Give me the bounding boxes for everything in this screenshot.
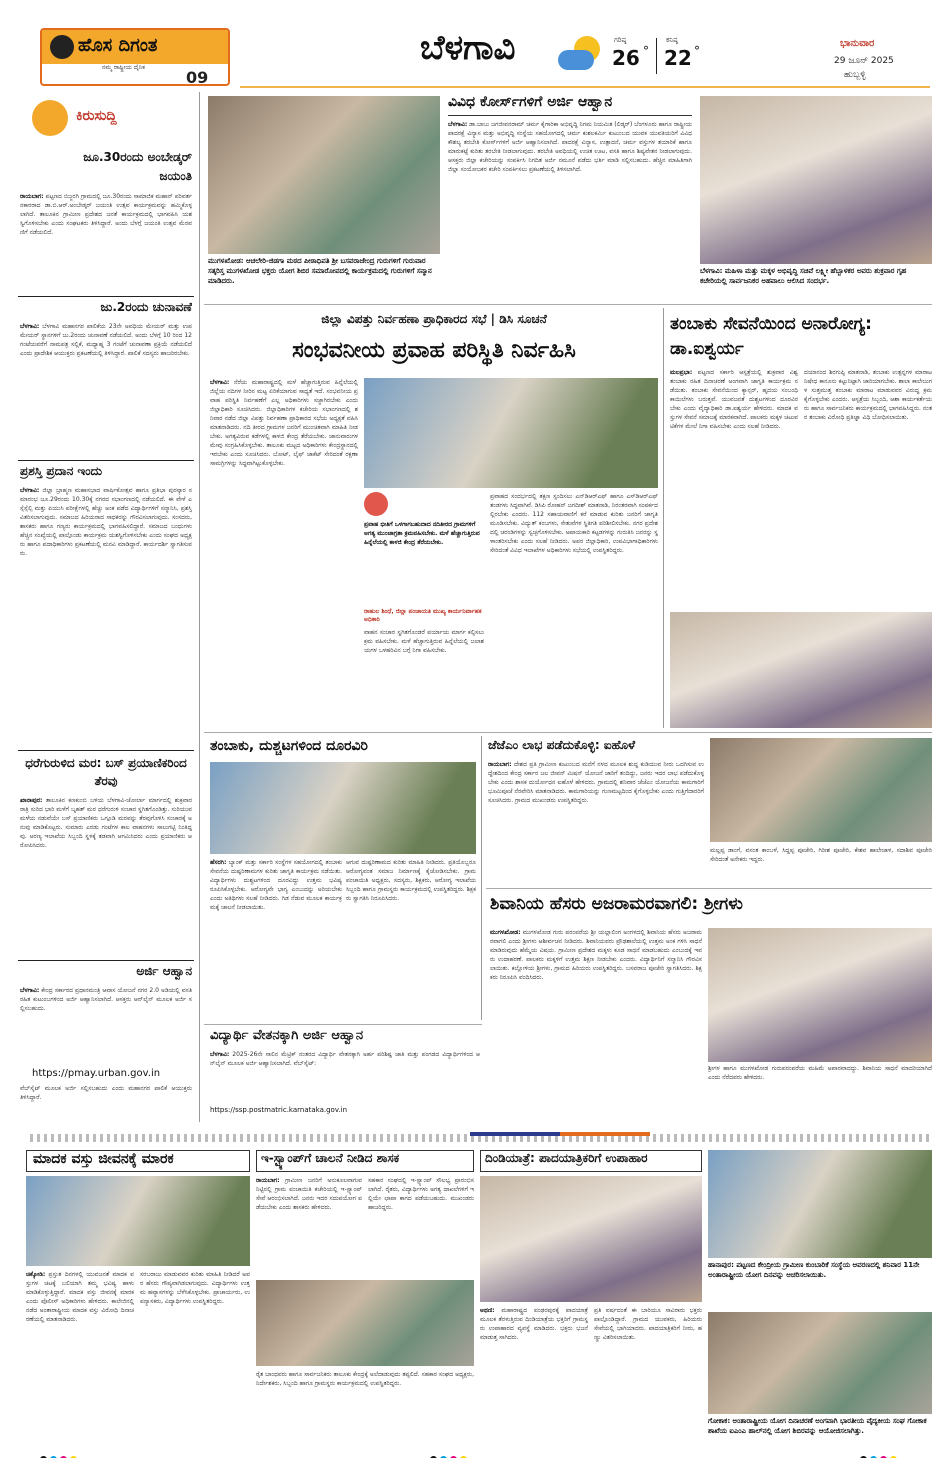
estamp-title: ಇ-ಸ್ಟ್ಯಾಂಪ್‌ಗೆ ಚಾಲನೆ ನೀಡಿದ ಶಾಸಕ — [256, 1150, 474, 1172]
disaster-body-col1: ಬೆಳಗಾವಿ: ನೆರೆಯ ಮಹಾರಾಷ್ಟ್ರದಲ್ಲಿ ಮಳೆ ಹೆಚ್ಚಾಗುತ್ತಿರುವ ಹಿನ್ನೆಲೆಯಲ್ಲಿ ಜಿಲ್ಲೆಯ ನದಿಗಳ ನೀರಿನ ಮಟ್ಟ ಏರಿಕೆಯಾಗುವ ಸಾಧ್ಯತೆ ಇದೆ. ಸಂಭವನೀಯ ಪ್ರವಾಹ ಪರಿಸ್ಥಿತಿ ನಿರ್ವಹಣೆಗೆ ಎಲ್ಲ ಅಧಿಕಾರಿಗಳು ಸಜ್ಜಾಗಿರಬೇಕು ಎಂದು ಜಿಲ್ಲಾಧಿಕಾರಿ ಸೂಚಿಸಿದರು. ಜಿಲ್ಲಾಧಿಕಾರಿಗಳ ಕಚೇರಿಯ ಸಭಾಂಗಣದಲ್ಲಿ ಶನಿವಾರ ನಡೆದ ಜಿಲ್ಲಾ ವಿಪತ್ತು ನಿರ್ವಹಣಾ ಪ್ರಾಧಿಕಾರದ ಸಭೆಯ ಅಧ್ಯಕ್ಷತೆ ವಹಿಸಿ ಮಾತನಾಡಿದರು. ನದಿ ತೀರದ ಗ್ರಾಮಗಳ ಜನರಿಗೆ ಮುಂಚಿತವಾಗಿ ಮಾಹಿತಿ ನೀಡಬೇಕು. ಅಗತ್ಯವಿರುವ ಕಡೆಗಳಲ್ಲಿ ಕಾಳಜಿ ಕೇಂದ್ರ ತೆರೆಯಬೇಕು. ಜಾನುವಾರುಗಳ ಮೇವು ಸಂಗ್ರಹಿಸಿಕೊಳ್ಳಬೇಕು. ತಾಲೂಕು ಮಟ್ಟದ ಅಧಿಕಾರಿಗಳು ಕೇಂದ್ರಸ್ಥಾನದಲ್ಲಿ ಇರಬೇಕು ಎಂದು ಸೂಚಿಸಿದರು. ಬೋಟ್, ಲೈಫ್ ಜಾಕೆಟ್ ಸೇರಿದಂತೆ ರಕ್ಷಣಾ ಸಾಮಗ್ರಿಗಳನ್ನು ಸಿದ್ಧವಾಗಿಟ್ಟುಕೊಳ್ಳಬೇಕು. — [210, 379, 358, 467]
drugs-body-col2: ಸರಬರಾಜು ಮಾಡುವವರ ಕುರಿತು ಮಾಹಿತಿ ನೀಡಿದರೆ ಅವರ ಹೆಸರು ಗೌಪ್ಯವಾಗಿಡಲಾಗುವುದು. ವಿದ್ಯಾರ್ಥಿಗಳು ಉತ್ತಮ ಹವ್ಯಾಸಗಳನ್ನು ಬೆಳೆಸಿಕೊಳ್ಳಬೇಕು. ಪ್ರಾಚಾರ್ಯರು, ಉಪನ್ಯಾಸಕರು, ವಿದ್ಯಾರ್ಥಿಗಳು ಉಪಸ್ಥಿತರಿದ್ದರು. — [140, 1271, 250, 1305]
courses-story-title: ವಿವಿಧ ಕೋರ್ಸ್‌ಗಳಿಗೆ ಅರ್ಜಿ ಆಹ್ವಾನ — [448, 94, 692, 116]
disaster-quote-box — [364, 492, 484, 624]
yoga-caption-2: ಗೋಕಾಕ: ಅಂತಾರಾಷ್ಟ್ರೀಯ ಯೋಗ ದಿನಾಚರಣೆ ಅಂಗವಾಗಿ ಭಾರತೀಯ ವೈದ್ಯಕೀಯ ಸಂಘ ಗೋಕಾಕ ಶಾಖೆಯ ಐಎಂಎ ಹಾಲ್‌ನಲ್ಲಿ ಯೋಗ ಶಿಬಿರವನ್ನು ಆಯೋಜಿಸಲಾಗಿತ್ತು. — [708, 1417, 927, 1435]
courses-story-body: ಬೆಳಗಾವಿ: ಡಾ.ಬಾಬು ಜಗಜೀವನರಾಮ್ ಚರ್ಮ ಕೈಗಾರಿಕಾ ಅಭಿವೃದ್ಧಿ ನಿಗಮ ನಿಯಮಿತ (ಲಿಡ್ಕರ್) ಬೆಂಗಳೂರು ಹಾಗೂ ರಾಷ್ಟ್ರೀಯ ಪಾದರಕ್ಷೆ ವಿನ್ಯಾಸ ಮತ್ತು ಅಭಿವೃದ್ಧಿ ಸಂಸ್ಥೆಯ ಸಹಯೋಗದಲ್ಲಿ ಚರ್ಮ ಕುಶಲಕರ್ಮಿ ಕುಟುಂಬದ ಯುವಕ ಯುವತಿಯರಿಗೆ ವಿವಿಧ ಕೌಶಲ್ಯ ತರಬೇತಿ ಕೋರ್ಸ್‌ಗಳಿಗೆ ಅರ್ಜಿ ಆಹ್ವಾನಿಸಲಾಗಿದೆ. ಪಾದರಕ್ಷೆ ವಿನ್ಯಾಸ, ಉತ್ಪಾದನೆ, ಚರ್ಮ ವಸ್ತುಗಳ ತಯಾರಿಕೆ ಹಾಗೂ ಮಾರುಕಟ್ಟೆ ಕುರಿತು ತರಬೇತಿ ನೀಡಲಾಗುವುದು. ತರಬೇತಿ ಅವಧಿಯಲ್ಲಿ ಉಚಿತ ಊಟ, ವಸತಿ ಹಾಗೂ ಶಿಷ್ಯವೇತನ ನೀಡಲಾಗುವುದು. ಆಸಕ್ತರು ಜಿಲ್ಲಾ ಕಚೇರಿಯನ್ನು ಸಂಪರ್ಕಿಸಿ ನಿಗದಿತ ಅರ್ಜಿ ನಮೂನೆ ಪಡೆದು ಭರ್ತಿ ಮಾಡಿ ಸಲ್ಲಿಸಬಹುದು. ಹೆಚ್ಚಿನ ಮಾಹಿತಿಗಾಗಿ ಜಿಲ್ಲಾ ಸಂಯೋಜಕರ ಕಚೇರಿ ಸಂಪರ್ಕಿಸಲು ಪ್ರಕಟಣೆಯಲ್ಲಿ ತಿಳಿಸಲಾಗಿದೆ. — [448, 121, 692, 173]
edition-name: ಬೆಳಗಾವಿ — [420, 28, 516, 68]
disaster-meeting-photo — [364, 378, 658, 488]
min-temp-degree: ° — [694, 44, 700, 58]
registration-dots-right — [860, 1448, 920, 1458]
min-temp-label: ಕನಿಷ್ಠ — [666, 36, 678, 44]
minister-meeting-photo — [700, 96, 932, 264]
dindi-body-col2: ಪ್ರತಿ ವರ್ಷದಂತೆ ಈ ಬಾರಿಯೂ ಸಾವಿರಾರು ಭಕ್ತರು ಪಾಲ್ಗೊಂಡಿದ್ದಾರೆ. ಗ್ರಾಮದ ಯುವಕರು, ಹಿರಿಯರು ಸೇವೆಯಲ್ಲಿ ಭಾಗಿಯಾದರು. ಪಾದಯಾತ್ರಿಕರಿಗೆ ನೀರು, ಹಣ್ಣು ವಿತರಿಸಲಾಯಿತು. — [594, 1307, 702, 1341]
brief-3-title: ಪ್ರಶಸ್ತಿ ಪ್ರದಾನ ಇಂದು — [20, 464, 103, 478]
tobacco-avoid-body-col1: ಹೆಸರಗಿ: ಬ್ಯಾಂಕ್ ಮತ್ತು ಸರ್ಕಾರಿ ಸಂಸ್ಥೆಗಳ ಸಹಯೋಗದಲ್ಲಿ ತಂಬಾಕು ಸೇವನೆಯ ದುಷ್ಪರಿಣಾಮಗಳ ಕುರಿತು ಜಾಗೃತಿ ಕಾರ್ಯಕ್ರಮ ನಡೆಯಿತು. ವಿದ್ಯಾರ್ಥಿಗಳು ದುಶ್ಚಟಗಳಿಂದ ದೂರವಿದ್ದು ಉತ್ತಮ ಭವಿಷ್ಯ ರೂಪಿಸಿಕೊಳ್ಳಬೇಕು. ಆರೋಗ್ಯವೇ ಭಾಗ್ಯ ಎಂಬುದನ್ನು ಅರಿಯಬೇಕು ಎಂದು ಅತಿಥಿಗಳು ಸಲಹೆ ನೀಡಿದರು. ಗಿಡ ನೆಡುವ ಮೂಲಕ ಕಾರ್ಯಕ್ರಮಕ್ಕೆ ಚಾಲನೆ ನೀಡಲಾಯಿತು. — [210, 859, 342, 911]
temp-divider — [656, 38, 657, 74]
kirusuddi-label: ಕಿರುಸುದ್ದಿ — [76, 108, 117, 124]
min-temp: 22 — [664, 46, 692, 70]
brand-tagline: ನಮ್ಮ ರಾಷ್ಟ್ರೀಯ ದೈನಿಕ — [102, 64, 145, 71]
yoga-photo-2 — [708, 1312, 932, 1414]
brief-1-title: ಜೂ.30ರಂದು ಅಂಬೇಡ್ಕರ್ ಜಯಂತಿ — [83, 150, 192, 183]
swami-photo — [708, 928, 932, 1062]
tobacco-body-col1: ಮಲಪ್ರಭಾ: ಪಟ್ಟಣದ ಸರ್ಕಾರಿ ಆಸ್ಪತ್ರೆಯಲ್ಲಿ ಶುಕ್ರವಾರ ವಿಶ್ವ ತಂಬಾಕು ರಹಿತ ದಿನಾಚರಣೆ ಅಂಗವಾಗಿ ಜಾಗೃತಿ ಕಾರ್ಯಕ್ರಮ ನಡೆಯಿತು. ತಂಬಾಕು ಸೇವನೆಯಿಂದ ಕ್ಯಾನ್ಸರ್, ಹೃದಯ ಸಂಬಂಧಿ ಕಾಯಿಲೆಗಳು ಬರುತ್ತವೆ. ಯುವಜನತೆ ದುಶ್ಚಟಗಳಿಂದ ದೂರವಿರಬೇಕು ಎಂದು ವೈದ್ಯಾಧಿಕಾರಿ ಡಾ.ಐಶ್ವರ್ಯ ಹೇಳಿದರು. ಮಾದಕ ವಸ್ತುಗಳ ಸೇವನೆ ಸಮಾಜಕ್ಕೆ ಮಾರಕವಾಗಿದೆ. ಪಾಲಕರು ಮಕ್ಕಳ ಚಟುವಟಿಕೆಗಳ ಮೇಲೆ ನಿಗಾ ವಹಿಸಬೇಕು ಎಂದು ಸಲಹೆ ನೀಡಿದರು. — [670, 369, 798, 430]
brief-1-body: ರಾಯಬಾಗ: ಪಟ್ಟಣದ ಬಿಜ್ಜರಗಿ ಗ್ರಾಮದಲ್ಲಿ ಜೂ.30ರಂದು ಸಾಮಾಜಿಕ ಮಹಾನ್ ಪರಿವರ್ತನಕಾರರಾದ ಡಾ.ಬಿ.ಆರ್.ಅಂಬೇಡ್ಕರ್ ಜಯಂತಿ ಉತ್ಸವ ಕಾರ್ಯಕ್ರಮವನ್ನು ಹಮ್ಮಿಕೊಳ್ಳಲಾಗಿದೆ. ತಾಲೂಕಿನ ಗ್ರಾಮೀಣ ಪ್ರದೇಶದ ಜನತೆ ಕಾರ್ಯಕ್ರಮದಲ್ಲಿ ಭಾಗವಹಿಸಿ ಯಶಸ್ವಿಗೊಳಿಸಬೇಕು ಎಂದು ಸಂಘಟಕರು ತಿಳಿಸಿದ್ದಾರೆ. ಅಂದು ಬೆಳಗ್ಗೆ ಜಯಂತಿ ಉತ್ಸವ ಮೆರವಣಿಗೆ ನಡೆಯಲಿದೆ. — [20, 193, 192, 236]
registration-dots-center — [430, 1448, 490, 1458]
jjm-body: ರಾಯಬಾಗ: ದೇಶದ ಪ್ರತಿ ಗ್ರಾಮೀಣ ಕುಟುಂಬದ ಮನೆಗೆ ನಳದ ಮೂಲಕ ಶುದ್ಧ ಕುಡಿಯುವ ನೀರು ಒದಗಿಸುವ ಉದ್ದೇಶದಿಂದ ಕೇಂದ್ರ ಸರ್ಕಾರ ಜಲ ಜೀವನ್ ಮಿಷನ್ ಯೋಜನೆ ಜಾರಿಗೆ ತಂದಿದ್ದು, ಜನರು ಇದರ ಲಾಭ ಪಡೆದುಕೊಳ್ಳಬೇಕು ಎಂದು ಶಾಸಕ ದುರ್ಯೋಧನ ಐಹೊಳೆ ಹೇಳಿದರು. ಗ್ರಾಮದಲ್ಲಿ ಶನಿವಾರ ಜೆಜೆಎಂ ಯೋಜನೆಯ ಕಾಮಗಾರಿಗೆ ಭೂಮಿಪೂಜೆ ನೆರವೇರಿಸಿ ಮಾತನಾಡಿದರು. ಕಾಮಗಾರಿಯನ್ನು ಗುಣಮಟ್ಟದಿಂದ ಕೈಗೊಳ್ಳಬೇಕು ಎಂದು ಗುತ್ತಿಗೆದಾರರಿಗೆ ಸೂಚಿಸಿದರು. ಗ್ರಾಮದ ಮುಖಂಡರು ಉಪಸ್ಥಿತರಿದ್ದರು. — [488, 761, 704, 804]
dindi-photo — [480, 1176, 702, 1302]
max-temp-degree: ° — [643, 44, 649, 58]
drugs-photo — [26, 1176, 250, 1266]
estamp-photo — [256, 1280, 474, 1366]
brief-2-body: ಬೆಳಗಾವಿ: ಬೆಳಗಾವಿ ಮಹಾನಗರ ಪಾಲಿಕೆಯ 23ನೇ ಅವಧಿಯ ಮೇಯರ್ ಮತ್ತು ಉಪಮೇಯರ್ ಸ್ಥಾನಗಳಿಗೆ ಜು.2ರಂದು ಚುನಾವಣೆ ನಡೆಯಲಿದೆ. ಅಂದು ಬೆಳಗ್ಗೆ 10 ರಿಂದ 12 ಗಂಟೆಯವರೆಗೆ ನಾಮಪತ್ರ ಸಲ್ಲಿಕೆ, ಮಧ್ಯಾಹ್ನ 3 ಗಂಟೆಗೆ ಚುನಾವಣಾ ಪ್ರಕ್ರಿಯೆ ನಡೆಯಲಿದೆ ಎಂದು ಪ್ರಾದೇಶಿಕ ಆಯುಕ್ತರು ಪ್ರಕಟಣೆಯಲ್ಲಿ ತಿಳಿಸಿದ್ದಾರೆ. ಪಾಲಿಕೆ ಸದಸ್ಯರು ಹಾಜರಿರಬೇಕು. — [20, 323, 192, 357]
brand-logo-icon — [50, 35, 74, 59]
scholarship-url[interactable]: https://ssp.postmatric.karnataka.gov.in — [210, 1106, 348, 1114]
tobacco-event-photo — [670, 612, 932, 728]
drugs-body-col1: ಚಿಕ್ಕೋಡಿ: ಪ್ರಸ್ತುತ ದಿನಗಳಲ್ಲಿ ಯುವಜನತೆ ಮಾದಕ ವಸ್ತುಗಳ ಚಟಕ್ಕೆ ಬಲಿಯಾಗಿ ತಮ್ಮ ಭವಿಷ್ಯ ಹಾಳು ಮಾಡಿಕೊಳ್ಳುತ್ತಿದ್ದಾರೆ. ಮಾದಕ ವಸ್ತು ಜೀವನಕ್ಕೆ ಮಾರಕ ಎಂದು ಪೊಲೀಸ್ ಅಧಿಕಾರಿಗಳು ಹೇಳಿದರು. ಕಾಲೇಜಿನಲ್ಲಿ ನಡೆದ ಅಂತಾರಾಷ್ಟ್ರೀಯ ಮಾದಕ ವಸ್ತು ವಿರೋಧಿ ದಿನಾಚರಣೆಯಲ್ಲಿ ಮಾತನಾಡಿದರು. — [26, 1271, 134, 1323]
tobacco-headline: ತಂಬಾಕು ಸೇವನೆಯಿಂದ ಅನಾರೋಗ್ಯ: ಡಾ.ಐಶ್ವರ್ಯ — [670, 314, 872, 359]
brand-name: ಹೊಸ ದಿಗಂತ — [78, 35, 158, 56]
kirusuddi-column: ಕಿರುಸುದ್ದಿ ಜೂ.30ರಂದು ಅಂಬೇಡ್ಕರ್ ಜಯಂತಿ ರಾಯಬಾಗ: ಪಟ್ಟಣದ ಬಿಜ್ಜರಗಿ ಗ್ರಾಮದಲ್ಲಿ ಜೂ.30ರಂದು ಸಾಮಾಜಿಕ ಮಹಾನ್ ಪರಿವರ್ತನಕಾರರಾದ ಡಾ.ಬಿ.ಆರ್.ಅಂಬೇಡ್ಕರ್ ಜಯಂತಿ ಉತ್ಸವ ಕಾರ್ಯಕ್ರಮವನ್ನು ಹಮ್ಮಿಕೊಳ್ಳಲಾಗಿದೆ. ತಾಲೂಕಿನ ಗ್ರಾಮೀಣ ಪ್ರದೇಶದ ಜನತೆ ಕಾರ್ಯಕ್ರಮದಲ್ಲಿ ಭಾಗವಹಿಸಿ ಯಶಸ್ವಿಗೊಳಿಸಬೇಕು ಎಂದು ಸಂಘಟಕರು ತಿಳಿಸಿದ್ದಾರೆ. ಅಂದು ಬೆಳಗ್ಗೆ ಜಯಂತಿ ಉತ್ಸವ ಮೆರವಣಿಗೆ ನಡೆಯಲಿದೆ. ಜು.2ರಂದು ಚುನಾವಣೆ ಬೆಳಗಾವಿ: ಬೆಳಗಾವಿ ಮಹಾನಗರ ಪಾಲಿಕೆಯ 23ನೇ ಅವಧಿಯ ಮೇಯರ್ ಮತ್ತು ಉಪಮೇಯರ್ ಸ್ಥಾನಗಳಿಗೆ ಜು.2ರಂದು ಚುನಾವಣೆ ನಡೆಯಲಿದೆ. ಅಂದು ಬೆಳಗ್ಗೆ 10 ರಿಂದ 12 ಗಂಟೆಯವರೆಗೆ ನಾಮಪತ್ರ ಸಲ್ಲಿಕೆ, ಮಧ್ಯಾಹ್ನ 3 ಗಂಟೆಗೆ ಚುನಾವಣಾ ಪ್ರಕ್ರಿಯೆ ನಡೆಯಲಿದೆ ಎಂದು ಪ್ರಾದೇಶಿಕ ಆಯುಕ್ತರು ಪ್ರಕಟಣೆಯಲ್ಲಿ ತಿಳಿಸಿದ್ದಾರೆ. ಪಾಲಿಕೆ ಸದಸ್ಯರು ಹಾಜರಿರಬೇಕು. ಪ್ರಶಸ್ತಿ ಪ್ರದಾನ ಇಂದು ಬೆಳಗಾವಿ: ಜಿಲ್ಲಾ ಬ್ರಾಹ್ಮಣ ಮಹಾಸಭಾದ ವಾರ್ಷಿಕೋತ್ಸವ ಹಾಗೂ ಪ್ರತಿಭಾ ಪುರಸ್ಕಾರ ಸಮಾರಂಭ ಜೂ.29ರಂದು 10.30ಕ್ಕೆ ನಗರದ ಸಭಾಂಗಣದಲ್ಲಿ ನಡೆಯಲಿದೆ. ಈ ವೇಳೆ ಎಸ್ಸೆಸ್ಸೆಲ್ಸಿ ಮತ್ತು ಪಿಯುಸಿ ಪರೀಕ್ಷೆಗಳಲ್ಲಿ ಹೆಚ್ಚು ಅಂಕ ಪಡೆದ ವಿದ್ಯಾರ್ಥಿಗಳಿಗೆ ಸನ್ಮಾನಿಸಿ, ಪ್ರಶಸ್ತಿ ವಿತರಿಸಲಾಗುವುದು. ಸಮಾಜದ ಹಿರಿಯರಾದ ಸಾಧಕರನ್ನು ಗೌರವಿಸಲಾಗುವುದು. ಸಂಸದರು, ಶಾಸಕರು ಹಾಗೂ ಗಣ್ಯರು ಕಾರ್ಯಕ್ರಮದಲ್ಲಿ ಭಾಗವಹಿಸಲಿದ್ದಾರೆ. ಸಮಾಜದ ಬಂಧುಗಳು ಹೆಚ್ಚಿನ ಸಂಖ್ಯೆಯಲ್ಲಿ ಪಾಲ್ಗೊಂಡು ಕಾರ್ಯಕ್ರಮ ಯಶಸ್ವಿಗೊಳಿಸಬೇಕು ಎಂದು ಸಂಘದ ಅಧ್ಯಕ್ಷರು ಹಾಗೂ ಪದಾಧಿಕಾರಿಗಳು ಪ್ರಕಟಣೆಯಲ್ಲಿ ಮನವಿ ಮಾಡಿದ್ದಾರೆ. ಕಾರ್ಯದರ್ಶಿ ಸ್ವಾಗತಿಸುವರು. ಧರೆಗುರುಳಿದ ಮರ: ಬಸ್ ಪ್ರಯಾಣಿಕರಿಂದ ತೆರವು ಖಾನಾಪುರ: ತಾಲೂಕಿನ ಕಣಕುಂಬಿ ಬಳಿಯ ಬೆಳಗಾವಿ-ಚೋರ್ಲಾ ಮಾರ್ಗದಲ್ಲಿ ಶುಕ್ರವಾರ ರಾತ್ರಿ ಸುರಿದ ಭಾರಿ ಮಳೆಗೆ ಬೃಹತ್ ಮರ ಧರೆಗುರುಳಿ ಸಂಚಾರ ಸ್ಥಗಿತಗೊಂಡಿತ್ತು. ಸುರಿಯುವ ಮಳೆಯ ನಡುವೆಯೇ ಬಸ್ ಪ್ರಯಾಣಿಕರು ಒಗ್ಗೂಡಿ ಮರವನ್ನು ತೆರವುಗೊಳಿಸಿ ಸಂಚಾರಕ್ಕೆ ಅನುವು ಮಾಡಿಕೊಟ್ಟರು. ಸುಮಾರು ಎರಡು ಗಂಟೆಗಳ ಕಾಲ ವಾಹನಗಳು ಸಾಲುಗಟ್ಟಿ ನಿಂತಿದ್ದವು. ಅರಣ್ಯ ಇಲಾಖೆಯ ಸಿಬ್ಬಂದಿ ಸ್ಥಳಕ್ಕೆ ತಡವಾಗಿ ಆಗಮಿಸಿದರು ಎಂದು ಪ್ರಯಾಣಿಕರು ಆರೋಪಿಸಿದರು. ಅರ್ಜಿ ಆಹ್ವಾನ ಬೆಳಗಾವಿ: ಕೇಂದ್ರ ಸರ್ಕಾರದ ಪ್ರಧಾನಮಂತ್ರಿ ಆವಾಸ ಯೋಜನೆ ನಗರ 2.0 ಅಡಿಯಲ್ಲಿ ವಸತಿ ರಹಿತ ಕುಟುಂಬಗಳಿಂದ ಅರ್ಜಿ ಆಹ್ವಾನಿಸಲಾಗಿದೆ. ಆಸಕ್ತರು ಆನ್‌ಲೈನ್ ಮೂಲಕ ಅರ್ಜಿ ಸಲ್ಲಿಸಬಹುದು. https://pmay.urban.gov.in ವೆಬ್‌ಸೈಟ್ ಮೂಲಕ ಅರ್ಜಿ ಸಲ್ಲಿಸಬಹುದು ಎಂದು ಮಹಾನಗರ ಪಾಲಿಕೆ ಆಯುಕ್ತರು ತಿಳಿಸಿದ್ದಾರೆ. — [18, 96, 194, 1126]
brief-5-url[interactable]: https://pmay.urban.gov.in — [32, 1068, 161, 1079]
quote-mark-icon — [364, 492, 388, 516]
yoga-caption-1: ಹಾನಾಪುರ: ಪಟ್ಟಣದ ಕೇಂದ್ರೀಯ ಗ್ರಾಮೀಣ ಕುಂಬಾರಿಕೆ ಸಂಸ್ಥೆಯ ಆವರಣದಲ್ಲಿ ಶನಿವಾರ 11ನೇ ಅಂತಾರಾಷ್ಟ್ರೀಯ ಯೋಗ ದಿನವನ್ನು ಆಚರಿಸಲಾಯಿತು. — [708, 1261, 920, 1279]
swami-photo-caption: ಶ್ರೀಗಳ ಹಾಗೂ ಮುಗಳಖೋಡ ಗುರುಪರಂಪರೆಯ ಮಹಿಮೆ ಅಪಾರವಾದದ್ದು. ಶಿವಾನಿಯ ಸಾಧನೆ ಮಾದರಿಯಾಗಿದೆ ಎಂದು ನೆರೆದವರು ಹೇಳಿದರು. — [708, 1065, 932, 1081]
masthead-rule — [240, 86, 930, 88]
brief-5-title: ಅರ್ಜಿ ಆಹ್ವಾನ — [136, 964, 192, 978]
disaster-quote-name: ರಾಹುಲ ಶಿಂಧೆ, ಜಿಲ್ಲಾ ಪಂಚಾಯತಿ ಮುಖ್ಯ ಕಾರ್ಯನಿರ್ವಾಹಕ ಅಧಿಕಾರಿ — [364, 608, 482, 623]
estamp-body-col2: ಸಹಕಾರ ಸಂಘದಲ್ಲಿ ಇ-ಸ್ಟ್ಯಾಂಪ್ ಸೌಲಭ್ಯ ಪ್ರಾರಂಭಿಸಲಾಗಿದೆ. ರೈತರು, ವಿದ್ಯಾರ್ಥಿಗಳು ಅಗತ್ಯ ದಾಖಲೆಗಳಿಗೆ ಇಲ್ಲಿಯೇ ಛಾಪಾ ಕಾಗದ ಪಡೆಯಬಹುದು. ಮುಖಂಡರು ಹಾಜರಿದ್ದರು. — [368, 1177, 474, 1211]
temple-photo-caption: ಮುಗಳಖೋಡ: ಆಚಲೇರಿ-ಜಿಡಗಾ ಮಠದ ಪೀಠಾಧಿಪತಿ ಶ್ರೀ ಬಸವರಾಜೇಂದ್ರ ಗುರುಗಳಿಗೆ ಗುರುವಾರ ಸತ್ಕರಿಸ್ತ ಮುಗಳಖೋಡ ಭಕ್ತರು ಯೋಗ ಶಿಬಿರ ಸಮಾರೋಪದಲ್ಲಿ ಕಾರ್ಯಕ್ರಮದಲ್ಲಿ ಗುರುಗಳಿಗೆ ಸನ್ಮಾನ ಮಾಡಿದರು. — [208, 257, 432, 285]
scholarship-body: ಬೆಳಗಾವಿ: 2025-26ನೇ ಸಾಲಿನ ಮೆಟ್ರಿಕ್ ನಂತರದ ವಿದ್ಯಾರ್ಥಿ ವೇತನಕ್ಕಾಗಿ ಅರ್ಹ ಪರಿಶಿಷ್ಟ ಜಾತಿ ಮತ್ತು ಪಂಗಡದ ವಿದ್ಯಾರ್ಥಿಗಳಿಂದ ಆನ್‌ಲೈನ್ ಮೂಲಕ ಅರ್ಜಿ ಆಹ್ವಾನಿಸಲಾಗಿದೆ. ವೆಬ್‌ಸೈಟ್: — [210, 1051, 480, 1067]
disaster-quote-text: ಪ್ರವಾಹ ಭೀತಿಗೆ ಒಳಗಾಗಬಹುದಾದ ನದಿತೀರದ ಗ್ರಾಮಗಳಿಗೆ ಅಗತ್ಯ ಮುಂಜಾಗ್ರತಾ ಕ್ರಮವಹಿಸಬೇಕು. ಮಳೆ ಹೆಚ್ಚಾಗುತ್ತಿರುವ ಹಿನ್ನೆಲೆಯಲ್ಲಿ ಕಾಳಜಿ ಕೇಂದ್ರ ತೆರೆಯಬೇಕು. — [364, 521, 480, 546]
finger-icon — [32, 100, 68, 136]
tobacco-avoid-body-col2: ಆಗುವ ದುಷ್ಪರಿಣಾಮದ ಕುರಿತು ಮಾಹಿತಿ ನೀಡಿದರು. ಪ್ರತಿಯೊಬ್ಬರೂ ಆರೋಗ್ಯವಂತ ಸಮಾಜ ನಿರ್ಮಾಣಕ್ಕೆ ಕೈಜೋಡಿಸಬೇಕು. ಗ್ರಾಮ ಪಂಚಾಯಿತಿ ಅಧ್ಯಕ್ಷರು, ಸದಸ್ಯರು, ಶಿಕ್ಷಕರು, ಆರೋಗ್ಯ ಇಲಾಖೆಯ ಸಿಬ್ಬಂದಿ ಹಾಗೂ ಗ್ರಾಮಸ್ಥರು ಕಾರ್ಯಕ್ರಮದಲ್ಲಿ ಉಪಸ್ಥಿತರಿದ್ದರು. ಶಿಕ್ಷಕರು ಸ್ವಾಗತಿಸಿ ನಿರೂಪಿಸಿದರು. — [346, 859, 476, 902]
estamp-body-col3: ರೈತ ಬಾಂಧವರು ಹಾಗೂ ಸಾರ್ವಜನಿಕರು ತಾಲೂಕು ಕೇಂದ್ರಕ್ಕೆ ಅಲೆದಾಡುವುದು ತಪ್ಪಲಿದೆ. ಸಹಕಾರ ಸಂಘದ ಅಧ್ಯಕ್ಷರು, ನಿರ್ದೇಶಕರು, ಸಿಬ್ಬಂದಿ ಹಾಗೂ ಗ್ರಾಮಸ್ಥರು ಕಾರ್ಯಕ್ರಮದಲ್ಲಿ ಉಪಸ್ಥಿತರಿದ್ದರು. — [256, 1371, 474, 1387]
tobacco-avoid-title: ತಂಬಾಕು, ದುಶ್ಚಟಗಳಿಂದ ದೂರವಿರಿ — [210, 738, 368, 754]
disaster-kicker: ಜಿಲ್ಲಾ ವಿಪತ್ತು ನಿರ್ವಹಣಾ ಪ್ರಾಧಿಕಾರದ ಸಭೆ | ಡಿಸಿ ಸೂಚನೆ — [321, 312, 547, 326]
temple-group-photo — [208, 96, 440, 254]
tobacco-body-col2: ದಯಾನಂದ ಶಿರಗುಪ್ಪಿ ಮಾತನಾಡಿ, ತಂಬಾಕು ಉತ್ಪನ್ನಗಳ ಮಾರಾಟ ನಿಷೇಧ ಕಾನೂನು ಕಟ್ಟುನಿಟ್ಟಾಗಿ ಜಾರಿಯಾಗಬೇಕು. ಶಾಲಾ ಕಾಲೇಜುಗಳ ಸುತ್ತಮುತ್ತ ತಂಬಾಕು ಮಾರಾಟ ಮಾಡುವವರ ವಿರುದ್ಧ ಕ್ರಮ ಕೈಗೊಳ್ಳಬೇಕು ಎಂದರು. ಆಸ್ಪತ್ರೆಯ ಸಿಬ್ಬಂದಿ, ಆಶಾ ಕಾರ್ಯಕರ್ತೆಯರು ಹಾಗೂ ಸಾರ್ವಜನಿಕರು ಕಾರ್ಯಕ್ರಮದಲ್ಲಿ ಭಾಗವಹಿಸಿದ್ದರು. ನಂತರ ತಂಬಾಕು ವಿರೋಧಿ ಪ್ರತಿಜ್ಞಾ ವಿಧಿ ಬೋಧಿಸಲಾಯಿತು. — [804, 369, 932, 421]
brief-4-title: ಧರೆಗುರುಳಿದ ಮರ: ಬಸ್ ಪ್ರಯಾಣಿಕರಿಂದ ತೆರವು — [25, 756, 187, 788]
brief-5-body: ಬೆಳಗಾವಿ: ಕೇಂದ್ರ ಸರ್ಕಾರದ ಪ್ರಧಾನಮಂತ್ರಿ ಆವಾಸ ಯೋಜನೆ ನಗರ 2.0 ಅಡಿಯಲ್ಲಿ ವಸತಿ ರಹಿತ ಕುಟುಂಬಗಳಿಂದ ಅರ್ಜಿ ಆಹ್ವಾನಿಸಲಾಗಿದೆ. ಆಸಕ್ತರು ಆನ್‌ಲೈನ್ ಮೂಲಕ ಅರ್ಜಿ ಸಲ್ಲಿಸಬಹುದು. — [20, 987, 192, 1012]
left-column-divider — [199, 92, 200, 1122]
issue-date: 29 ಜೂನ್ 2025 — [834, 56, 894, 66]
issue-city: ಹುಬ್ಬಳ್ಳಿ — [844, 70, 866, 80]
weather-icon — [556, 36, 606, 76]
dindi-body-col1: ಅಥಣಿ: ಮಹಾರಾಷ್ಟ್ರದ ಪಂಢರಪುರಕ್ಕೆ ಪಾದಯಾತ್ರೆ ಮೂಲಕ ತೆರಳುತ್ತಿರುವ ದಿಂಡಿಯಾತ್ರೆಯ ಭಕ್ತರಿಗೆ ಗ್ರಾಮಸ್ಥರು ಉಪಾಹಾರದ ವ್ಯವಸ್ಥೆ ಮಾಡಿದರು. ಭಕ್ತರು ಭಜನೆ ಮಾಡುತ್ತ ಸಾಗಿದರು. — [480, 1307, 588, 1341]
max-temp-label: ಗರಿಷ್ಠ — [614, 36, 627, 44]
swami-body-col1: ಮುಗಳಖೋಡ: ಮುಗಳಖೋಡ ಗುರು ಪರಂಪರೆಯ ಶ್ರೀ ಯಲ್ಲಾಲಿಂಗ ಅಂಗಳದಲ್ಲಿ ಶಿವಾನಿಯ ಹೆಸರು ಅಜರಾಮರವಾಗಲಿ ಎಂದು ಶ್ರೀಗಳು ಆಶೀರ್ವಚನ ನೀಡಿದರು. ಶಿವಾನಿಯವರು ಪ್ರೌಢಶಾಲೆಯಲ್ಲಿ ಉತ್ತಮ ಅಂಕ ಗಳಿಸಿ ಸಾಧನೆ ಮಾಡಿರುವುದು ಹೆಮ್ಮೆಯ ವಿಷಯ. ಗ್ರಾಮೀಣ ಪ್ರದೇಶದ ಮಕ್ಕಳು ಕೂಡ ಸಾಧನೆ ಮಾಡಬಹುದು ಎಂಬುದಕ್ಕೆ ಇವರು ಉದಾಹರಣೆ. ಪಾಲಕರು ಮಕ್ಕಳಿಗೆ ಉತ್ತಮ ಶಿಕ್ಷಣ ನೀಡಬೇಕು ಎಂದರು. ವಿದ್ಯಾರ್ಥಿನಿಗೆ ಸನ್ಮಾನಿಸಿ ಗೌರವಿಸಲಾಯಿತು. ಕಲ್ಲೋಳಿಯ ಶ್ರೀಗಳು, ಗ್ರಾಮದ ಹಿರಿಯರು ಉಪಸ್ಥಿತರಿದ್ದರು. ಬಸವರಾಜ ಪೂಜೇರಿ ಸ್ವಾಗತಿಸಿದರು. ಶಿಕ್ಷಕರು ನಿರೂಪಿಸಿ ವಂದಿಸಿದರು. — [490, 929, 702, 981]
scholarship-title: ವಿದ್ಯಾರ್ಥಿ ವೇತನಕ್ಕಾಗಿ ಅರ್ಜಿ ಆಹ್ವಾನ — [210, 1028, 364, 1043]
disaster-body-col2: ಪ್ರವಾಹದ ಸಂದರ್ಭದಲ್ಲಿ ತಕ್ಷಣ ಸ್ಪಂದಿಸಲು ಎನ್‌ಡಿಆರ್‌ಎಫ್ ಹಾಗೂ ಎಸ್‌ಡಿಆರ್‌ಎಫ್ ತಂಡಗಳು ಸಿದ್ಧವಾಗಿವೆ. ಡಿಸಿಪಿ ರೋಹನ್ ಜಗದೀಶ್ ಮಾತನಾಡಿ, ನಿರಂತರವಾಗಿ ಸಂಪರ್ಕದಲ್ಲಿರಬೇಕು ಎಂದರು. 112 ಸಹಾಯವಾಣಿಗೆ ಕರೆ ಮಾಡುವ ಕುರಿತು ಜನರಿಗೆ ಜಾಗೃತಿ ಮೂಡಿಸಬೇಕು. ವಿದ್ಯುತ್ ಕಂಬಗಳು, ಸೇತುವೆಗಳ ಸ್ಥಿತಿಗತಿ ಪರಿಶೀಲಿಸಬೇಕು. ನಗರ ಪ್ರದೇಶದಲ್ಲಿ ಚರಂಡಿಗಳನ್ನು ಸ್ವಚ್ಛಗೊಳಿಸಬೇಕು. ಅಪಾಯಕಾರಿ ಕಟ್ಟಡಗಳನ್ನು ಗುರುತಿಸಿ ಜನರನ್ನು ಸ್ಥಳಾಂತರಿಸಬೇಕು ಎಂದು ಸಲಹೆ ನೀಡಿದರು. ಅಪರ ಜಿಲ್ಲಾಧಿಕಾರಿ, ಉಪವಿಭಾಗಾಧಿಕಾರಿಗಳು ಸೇರಿದಂತೆ ವಿವಿಧ ಇಲಾಖೆಗಳ ಅಧಿಕಾರಿಗಳು ಸಭೆಯಲ್ಲಿ ಉಪಸ್ಥಿತರಿದ್ದರು. — [490, 493, 658, 554]
masthead — [0, 0, 945, 92]
yoga-photo-1 — [708, 1150, 932, 1258]
brief-3-body: ಬೆಳಗಾವಿ: ಜಿಲ್ಲಾ ಬ್ರಾಹ್ಮಣ ಮಹಾಸಭಾದ ವಾರ್ಷಿಕೋತ್ಸವ ಹಾಗೂ ಪ್ರತಿಭಾ ಪುರಸ್ಕಾರ ಸಮಾರಂಭ ಜೂ.29ರಂದು 10.30ಕ್ಕೆ ನಗರದ ಸಭಾಂಗಣದಲ್ಲಿ ನಡೆಯಲಿದೆ. ಈ ವೇಳೆ ಎಸ್ಸೆಸ್ಸೆಲ್ಸಿ ಮತ್ತು ಪಿಯುಸಿ ಪರೀಕ್ಷೆಗಳಲ್ಲಿ ಹೆಚ್ಚು ಅಂಕ ಪಡೆದ ವಿದ್ಯಾರ್ಥಿಗಳಿಗೆ ಸನ್ಮಾನಿಸಿ, ಪ್ರಶಸ್ತಿ ವಿತರಿಸಲಾಗುವುದು. ಸಮಾಜದ ಹಿರಿಯರಾದ ಸಾಧಕರನ್ನು ಗೌರವಿಸಲಾಗುವುದು. ಸಂಸದರು, ಶಾಸಕರು ಹಾಗೂ ಗಣ್ಯರು ಕಾರ್ಯಕ್ರಮದಲ್ಲಿ ಭಾಗವಹಿಸಲಿದ್ದಾರೆ. ಸಮಾಜದ ಬಂಧುಗಳು ಹೆಚ್ಚಿನ ಸಂಖ್ಯೆಯಲ್ಲಿ ಪಾಲ್ಗೊಂಡು ಕಾರ್ಯಕ್ರಮ ಯಶಸ್ವಿಗೊಳಿಸಬೇಕು ಎಂದು ಸಂಘದ ಅಧ್ಯಕ್ಷರು ಹಾಗೂ ಪದಾಧಿಕಾರಿಗಳು ಪ್ರಕಟಣೆಯಲ್ಲಿ ಮನವಿ ಮಾಡಿದ್ದಾರೆ. ಕಾರ್ಯದರ್ಶಿ ಸ್ವಾಗತಿಸುವರು. — [20, 487, 192, 557]
jjm-photo — [710, 738, 932, 842]
swami-headline: ಶಿವಾನಿಯ ಹೆಸರು ಅಜರಾಮರವಾಗಲಿ: ಶ್ರೀಗಳು — [490, 894, 743, 914]
minister-photo-caption: ಬೆಳಗಾವಿ: ಮಹಿಳಾ ಮತ್ತು ಮಕ್ಕಳ ಅಭಿವೃದ್ಧಿ ಸಚಿವೆ ಲಕ್ಷ್ಮೀ ಹೆಬ್ಬಾಳಕರ ಅವರು ಶುಕ್ರವಾರ ಗೃಹ ಕಚೇರಿಯಲ್ಲಿ ಸಾರ್ವಜನಿಕರ ಅಹವಾಲು ಆಲಿಸಿದ ಸಂದರ್ಭ. — [700, 267, 907, 285]
dindi-title: ದಿಂಡಿಯಾತ್ರೆ: ಪಾದಯಾತ್ರಿಕರಿಗೆ ಉಪಾಹಾರ — [480, 1150, 702, 1172]
drugs-title: ಮಾದಕ ವಸ್ತು ಜೀವನಕ್ಕೆ ಮಾರಕ — [26, 1150, 250, 1172]
brief-4-body: ಖಾನಾಪುರ: ತಾಲೂಕಿನ ಕಣಕುಂಬಿ ಬಳಿಯ ಬೆಳಗಾವಿ-ಚೋರ್ಲಾ ಮಾರ್ಗದಲ್ಲಿ ಶುಕ್ರವಾರ ರಾತ್ರಿ ಸುರಿದ ಭಾರಿ ಮಳೆಗೆ ಬೃಹತ್ ಮರ ಧರೆಗುರುಳಿ ಸಂಚಾರ ಸ್ಥಗಿತಗೊಂಡಿತ್ತು. ಸುರಿಯುವ ಮಳೆಯ ನಡುವೆಯೇ ಬಸ್ ಪ್ರಯಾಣಿಕರು ಒಗ್ಗೂಡಿ ಮರವನ್ನು ತೆರವುಗೊಳಿಸಿ ಸಂಚಾರಕ್ಕೆ ಅನುವು ಮಾಡಿಕೊಟ್ಟರು. ಸುಮಾರು ಎರಡು ಗಂಟೆಗಳ ಕಾಲ ವಾಹನಗಳು ಸಾಲುಗಟ್ಟಿ ನಿಂತಿದ್ದವು. ಅರಣ್ಯ ಇಲಾಖೆಯ ಸಿಬ್ಬಂದಿ ಸ್ಥಳಕ್ಕೆ ತಡವಾಗಿ ಆಗಮಿಸಿದರು ಎಂದು ಪ್ರಯಾಣಿಕರು ಆರೋಪಿಸಿದರು. — [20, 797, 192, 849]
jjm-title: ಜೆಜೆಎಂ ಲಾಭ ಪಡೆದುಕೊಳ್ಳಿ: ಐಹೊಳೆ — [488, 738, 636, 752]
disaster-headline: ಸಂಭವನೀಯ ಪ್ರವಾಹ ಪರಿಸ್ಥಿತಿ ನಿರ್ವಹಿಸಿ — [292, 338, 576, 363]
disaster-body-col3: ವಾಹನ ಸಂಚಾರ ಸ್ಥಗಿತಗೊಂಡರೆ ಪರ್ಯಾಯ ಮಾರ್ಗ ಕಲ್ಪಿಸಲು ಕ್ರಮ ವಹಿಸಬೇಕು. ಮಳೆ ಹೆಚ್ಚಾಗುತ್ತಿರುವ ಹಿನ್ನೆಲೆಯಲ್ಲಿ ಜಲಾಶಯಗಳ ಒಳಹರಿವಿನ ಬಗ್ಗೆ ನಿಗಾ ವಹಿಸಬೇಕು. — [364, 629, 484, 654]
brief-2-title: ಜು.2ರಂದು ಚುನಾವಣೆ — [100, 300, 192, 314]
page-number: 09 — [186, 68, 209, 86]
tobacco-avoid-photo — [210, 762, 476, 854]
kirusuddi-badge — [32, 100, 172, 136]
registration-dots-left — [40, 1448, 100, 1458]
brand-block — [40, 28, 230, 86]
jjm-attendees: ಮಲ್ಲಪ್ಪ ಡಾಂಗೆ, ವಸಂತ ಕಾಂಬಳೆ, ಸಿದ್ದಪ್ಪ ಪೂಜೇರಿ, ಗಿರೀಶ ಪೂಜೇರಿ, ಕೇಶವ ಹಾಲೇಜಾಳ, ಸದಾಶಿವ ಪೂಜೇರಿ ಸೇರಿದಂತೆ ಅನೇಕರು ಇದ್ದರು. — [710, 847, 932, 863]
max-temp: 26 — [612, 46, 640, 70]
issue-day: ಭಾನುವಾರ — [840, 38, 875, 49]
estamp-body-col1: ರಾಯಬಾಗ: ಗ್ರಾಮೀಣ ಜನರಿಗೆ ಅನುಕೂಲವಾಗುವ ನಿಟ್ಟಿನಲ್ಲಿ ಗ್ರಾಮ ಪಂಚಾಯಿತಿ ಕಚೇರಿಯಲ್ಲಿ ಇ-ಸ್ಟ್ಯಾಂಪ್ ಸೇವೆ ಆರಂಭಿಸಲಾಗಿದೆ. ಜನರು ಇದರ ಸದುಪಯೋಗ ಪಡೆಯಬೇಕು ಎಂದು ಶಾಸಕರು ಹೇಳಿದರು. — [256, 1177, 362, 1211]
